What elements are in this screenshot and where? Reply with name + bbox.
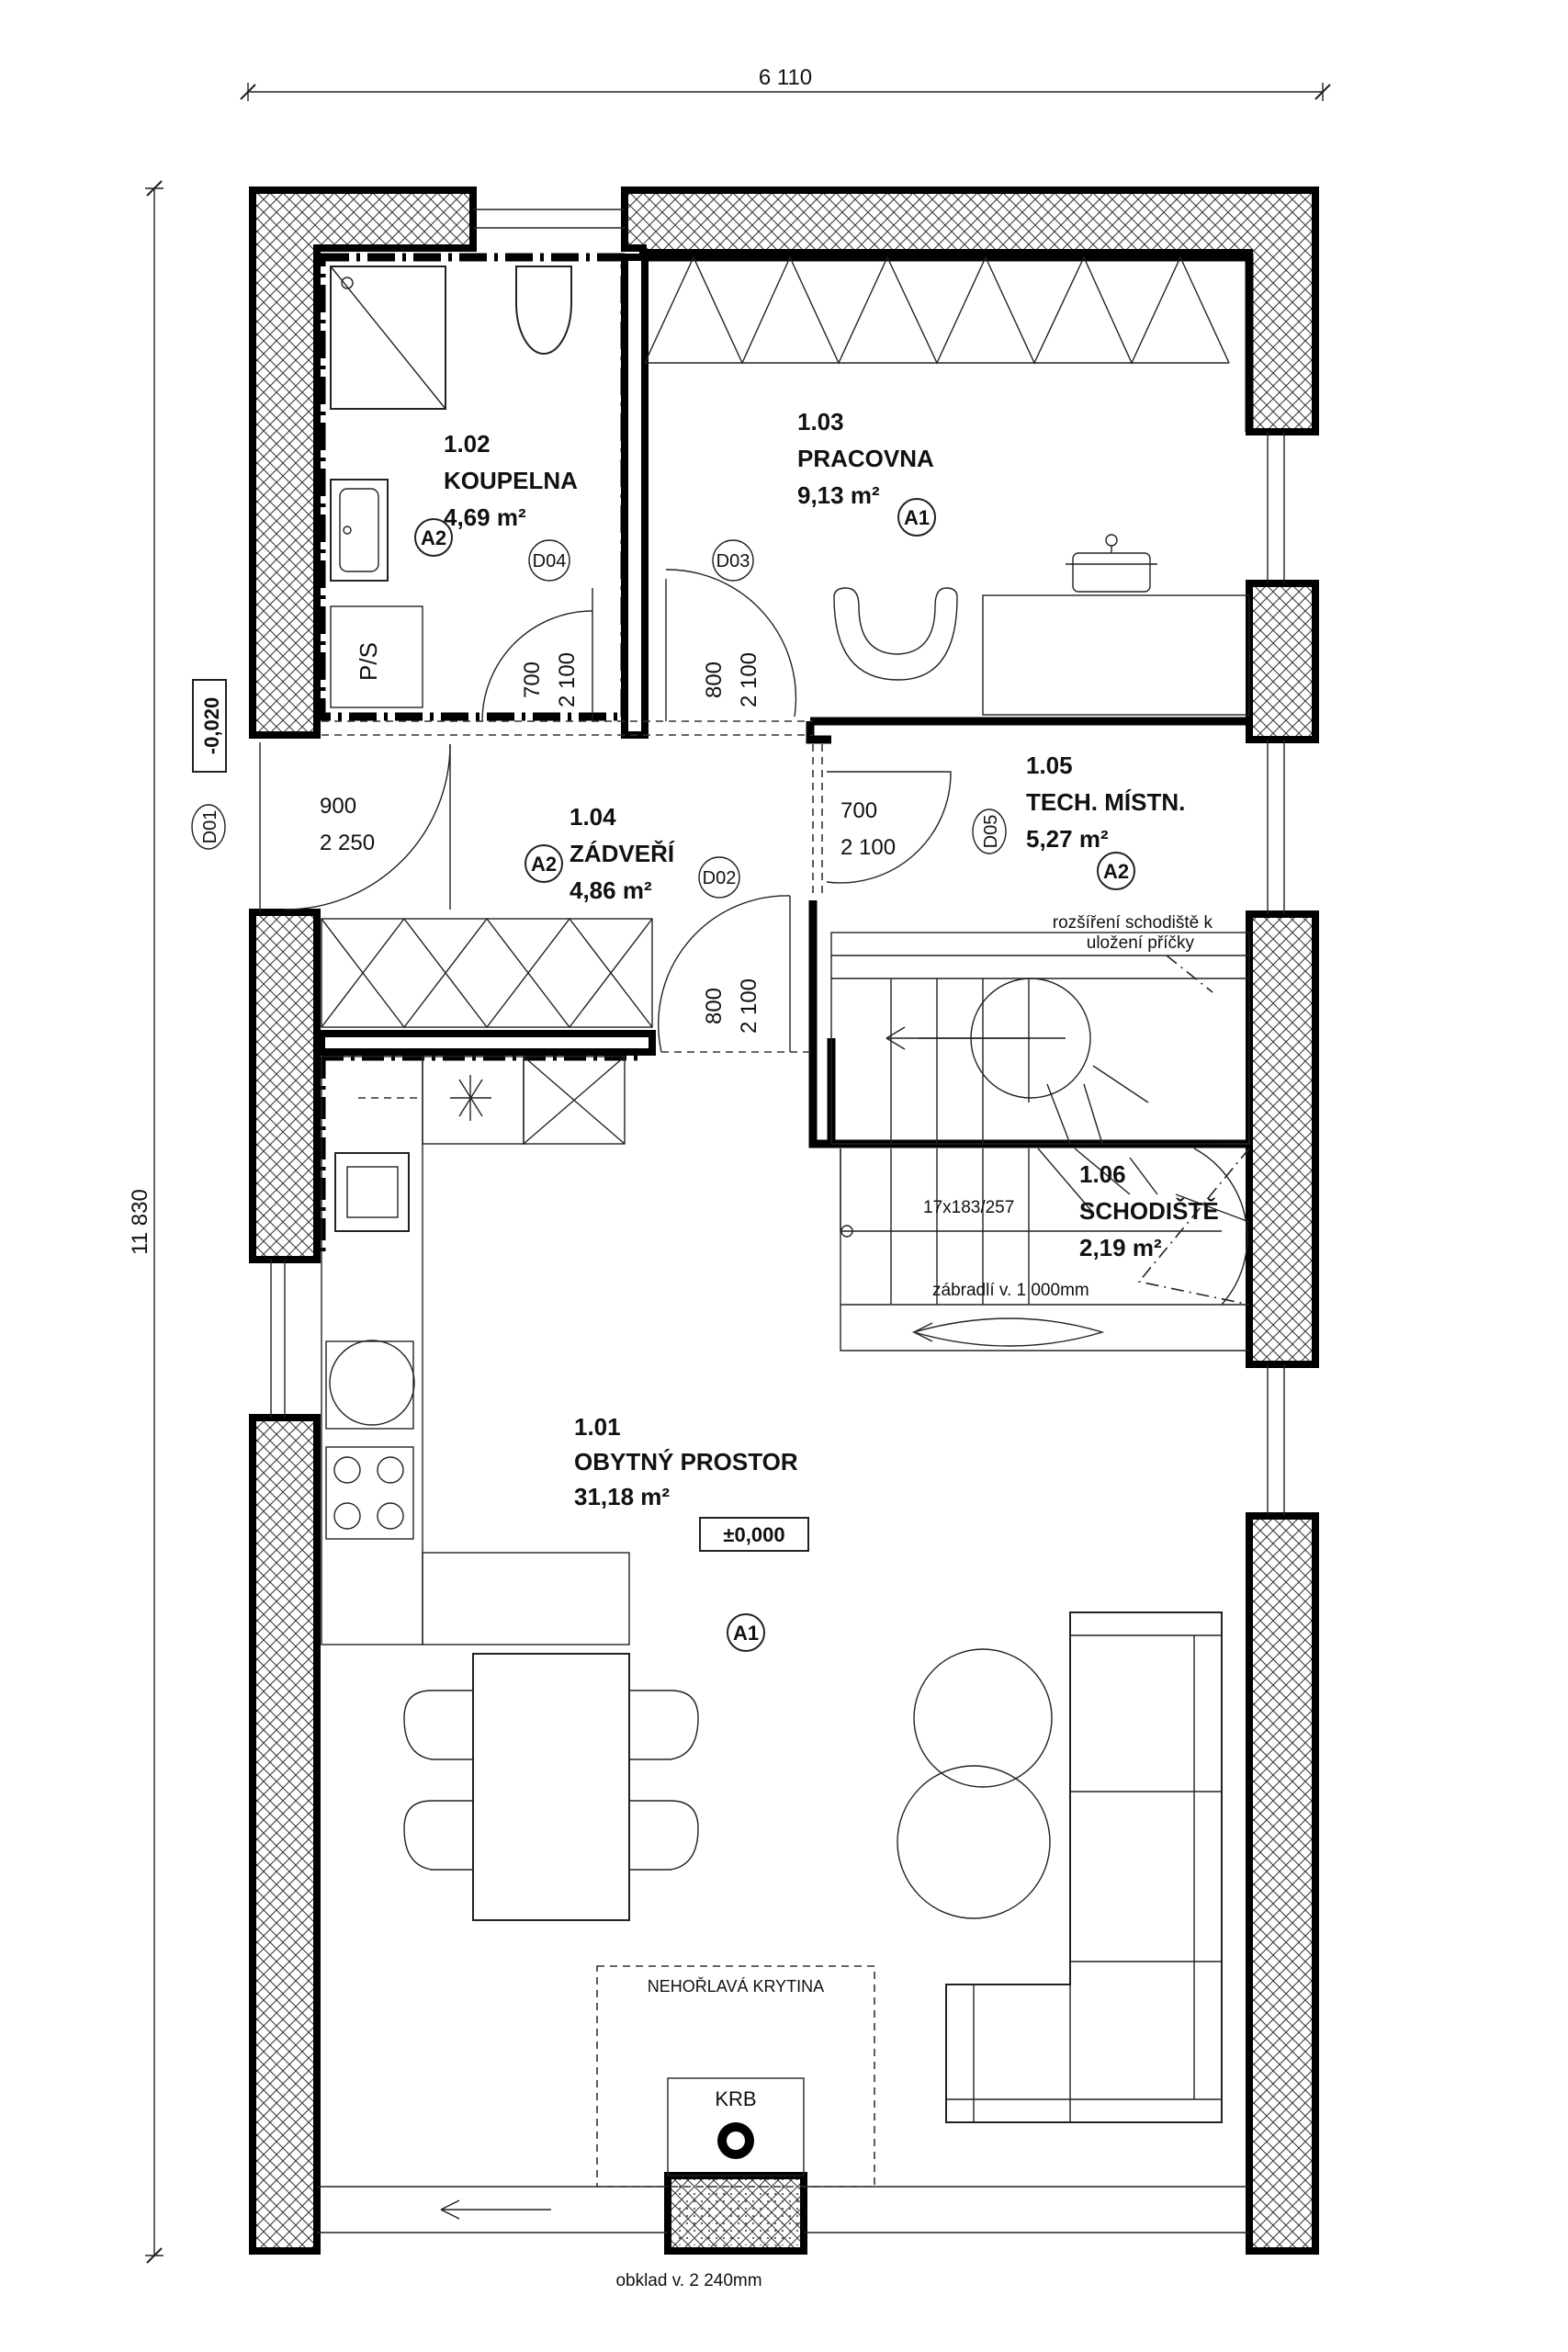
exit-arrow: [441, 2200, 551, 2219]
stair-extension-note: rozšíření schodiště k: [1052, 913, 1213, 933]
dimension-width-label: 6 110: [758, 65, 813, 90]
floor-tag-1-01: A1: [732, 1622, 760, 1645]
office-chair: [834, 588, 957, 680]
floor-tag-1-04: A2: [530, 853, 558, 876]
door-tag-d02: D02: [702, 868, 737, 888]
dining-table: [473, 1654, 629, 1920]
sofa: [946, 1612, 1222, 2122]
door-d03-height: 2 100: [737, 651, 761, 708]
room-1-03-name: PRACOVNA: [797, 445, 934, 472]
pot: [1073, 553, 1150, 592]
room-1-04-area: 4,86 m²: [570, 876, 652, 904]
wardrobe: [321, 919, 652, 1027]
kitchen-island: [423, 1553, 629, 1645]
level-floor: ±0,000: [723, 1523, 785, 1546]
room-1-01-area: 31,18 m²: [574, 1483, 671, 1510]
door-d02-height: 2 100: [737, 978, 761, 1035]
fireplace-label: KRB: [715, 2087, 757, 2110]
floor-tag-1-03: A1: [903, 506, 931, 529]
room-1-02-area: 4,69 m²: [444, 503, 526, 531]
door-d01-width: 900: [320, 794, 357, 819]
toilet: [516, 266, 571, 354]
door-d04-height: 2 100: [555, 651, 580, 708]
door-tag-d05: D05: [981, 814, 1001, 849]
cladding-note: obklad v. 2 240mm: [615, 2271, 762, 2290]
room-1-06-area: 2,19 m²: [1079, 1234, 1162, 1261]
floor-tag-1-05: A2: [1102, 860, 1130, 883]
interior-walls: [321, 257, 1249, 1259]
washing-machine: [330, 1340, 414, 1425]
desk: [983, 595, 1249, 715]
room-1-02-name: KOUPELNA: [444, 467, 578, 494]
shaft-label: P/S: [355, 642, 382, 681]
kitchen: [321, 1057, 629, 1645]
stair-spec: 17x183/257: [923, 1198, 1015, 1217]
room-1-06-name: SCHODIŠTĚ: [1079, 1197, 1219, 1225]
level-entry: -0,020: [200, 696, 223, 755]
room-1-03-area: 9,13 m²: [797, 481, 880, 509]
room-1-01-id: 1.01: [574, 1413, 621, 1441]
fireproof-label: NEHOŘLAVÁ KRYTINA: [647, 1977, 825, 1996]
door-tag-d03: D03: [716, 551, 750, 571]
door-tag-d04: D04: [532, 551, 567, 571]
dimension-height-label: 11 830: [128, 1189, 152, 1255]
room-1-05-area: 5,27 m²: [1026, 825, 1109, 853]
door-tag-d01: D01: [200, 809, 220, 844]
room-1-03-id: 1.03: [797, 408, 844, 435]
room-1-04-name: ZÁDVEŘÍ: [570, 840, 675, 867]
door-d05-width: 700: [840, 798, 878, 823]
room-1-04-id: 1.04: [570, 803, 616, 831]
floor-tag-1-02: A2: [420, 526, 447, 549]
rug: [897, 1766, 1050, 1918]
study-fixtures: [645, 257, 1249, 715]
door-d03-width: 800: [702, 661, 727, 699]
stair-extension-note-2: uložení příčky: [1086, 933, 1194, 953]
door-d01-height: 2 250: [320, 831, 376, 855]
room-1-01-name: OBYTNÝ PROSTOR: [574, 1448, 798, 1476]
room-1-06-id: 1.06: [1079, 1160, 1126, 1188]
dining: [404, 1654, 698, 1920]
room-1-02-id: 1.02: [444, 430, 491, 458]
room-1-05-name: TECH. MÍSTN.: [1026, 788, 1186, 816]
room-1-05-id: 1.05: [1026, 752, 1073, 779]
door-d02-width: 800: [702, 987, 727, 1025]
door-d05-height: 2 100: [840, 835, 897, 860]
living-furniture: [897, 1612, 1222, 2122]
railing-note: zábradlí v. 1 000mm: [932, 1281, 1089, 1300]
door-d04-width: 700: [520, 661, 545, 699]
